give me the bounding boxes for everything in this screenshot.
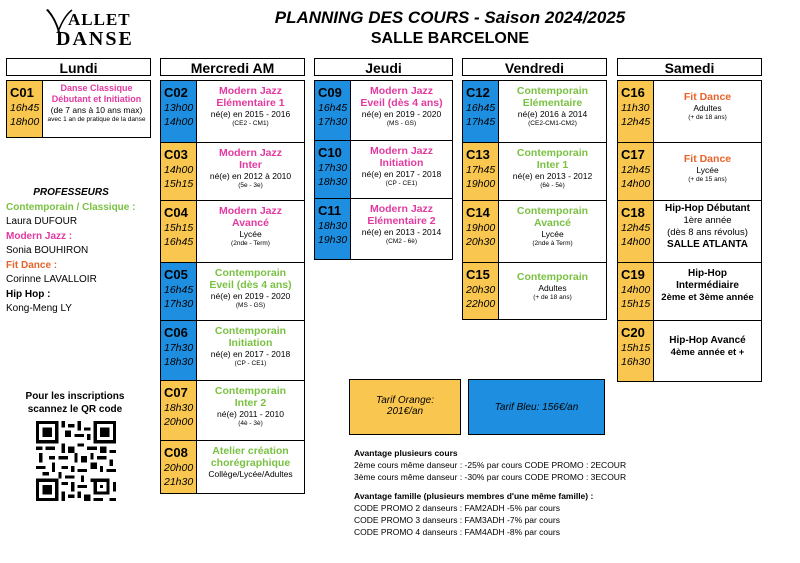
column-samedi — [617, 80, 762, 382]
course-C16[interactable]: C16 11h30 12h45 Fit Dance Adultes (+ de 18 ans) — [618, 81, 761, 143]
course-C04[interactable]: C04 15h15 16h45 Modern Jazz Avancé Lycée (2nde - Term) — [161, 201, 304, 263]
logo-line1: ALLET — [68, 10, 131, 29]
day-jeudi: Jeudi — [314, 58, 453, 76]
course-C08[interactable]: C08 20h00 21h30 Atelier création chorégraphique Collège/Lycée/Adultes — [161, 441, 304, 493]
course-C03[interactable]: C03 14h00 15h15 Modern Jazz Inter né(e) en 2012 à 2010 (5e - 3e) — [161, 143, 304, 201]
course-C14[interactable]: C14 19h00 20h30 Contemporain Avancé Lycée (2nde à Term) — [463, 201, 606, 263]
course-C01[interactable]: C01 16h45 18h00 Danse Classique Débutant et Initiation (de 7 ans à 10 ans max) avec 1 an de pratique de la danse — [7, 81, 150, 137]
column-jeudi — [314, 80, 453, 260]
course-C09[interactable]: C09 16h45 17h30 Modern Jazz Eveil (dès 4 ans) né(e) en 2019 - 2020 (MS - GS) — [315, 81, 452, 141]
qr-code-icon[interactable] — [36, 421, 116, 501]
page-subtitle: SALLE BARCELONE — [370, 30, 530, 47]
page-title: PLANNING DES COURS - Saison 2024/2025 — [274, 8, 626, 27]
course-C18[interactable]: C18 12h45 14h00 Hip-Hop Débutant 1ère année (dès 8 ans révolus) SALLE ATLANTA — [618, 201, 761, 263]
avantages-panel: Avantage plusieurs cours 2ème cours même danseur : -25% par cours CODE PROMO : 2ECOUR 3ème cours même danseur : -30% par cours CODE PROMO : 3ECOUR Avantage famille (plusieurs membres d'une même famille) : CODE PROMO 2 danseurs : FAM2ADH -5% par cours CODE PROMO 3 danseurs : FAM3ADH -7% par cours CODE PROMO 4 danseurs : FAM4ADH -8% par cours — [354, 448, 627, 538]
day-vendredi: Vendredi — [462, 58, 607, 76]
professeurs-title: PROFESSEURS — [33, 187, 109, 198]
course-C06[interactable]: C06 17h30 18h30 Contemporain Initiation né(e) en 2017 - 2018 (CP - CE1) — [161, 321, 304, 381]
tarif-orange-box: Tarif Orange: 201€/an — [349, 379, 461, 435]
course-C20[interactable]: C20 15h15 16h30 Hip-Hop Avancé 4ème année et + — [618, 321, 761, 381]
professeurs-panel: PROFESSEURS Contemporain / Classique : Laura DUFOUR Modern Jazz : Sonia BOUHIRON Fit Dance : Corinne LAVALLOIR Hip Hop : Kong-Meng LY — [6, 187, 136, 314]
column-lundi — [6, 80, 151, 138]
course-C11[interactable]: C11 18h30 19h30 Modern Jazz Elémentaire 2 né(e) en 2013 - 2014 (CM2 - 6è) — [315, 199, 452, 259]
course-C19[interactable]: C19 14h00 15h15 Hip-Hop Intermédiaire 2ème et 3ème année — [618, 263, 761, 321]
day-lundi: Lundi — [6, 58, 151, 76]
inscriptions-text: Pour les inscriptions scannez le QR code — [25, 391, 125, 415]
course-C02[interactable]: C02 13h00 14h00 Modern Jazz Elémentaire 1 né(e) en 2015 - 2016 (CE2 - CM1) — [161, 81, 304, 143]
course-C07[interactable]: C07 18h30 20h00 Contemporain Inter 2 né(e) 2011 - 2010 (4è - 3è) — [161, 381, 304, 441]
column-mercredi — [160, 80, 305, 494]
course-code-box: C01 16h45 18h00 — [7, 81, 43, 137]
course-name: Danse Classique Débutant et Initiation — [51, 83, 142, 104]
course-C15[interactable]: C15 20h30 22h00 Contemporain Adultes (+ de 18 ans) — [463, 263, 606, 319]
course-C10[interactable]: C10 17h30 18h30 Modern Jazz Initiation né(e) en 2017 - 2018 (CP - CE1) — [315, 141, 452, 199]
tarif-bleu-box: Tarif Bleu: 156€/an — [468, 379, 605, 435]
course-C13[interactable]: C13 17h45 19h00 Contemporain Inter 1 né(e) en 2013 - 2012 (6è - 5è) — [463, 143, 606, 201]
day-samedi: Samedi — [617, 58, 762, 76]
course-C17[interactable]: C17 12h45 14h00 Fit Dance Lycée (+ de 15 ans) — [618, 143, 761, 201]
course-C05[interactable]: C05 16h45 17h30 Contemporain Eveil (dès 4 ans) né(e) en 2019 - 2020 (MS - GS) — [161, 263, 304, 321]
day-mercredi: Mercredi AM — [160, 58, 305, 76]
course-C12[interactable]: C12 16h45 17h45 Contemporain Elémentaire né(e) 2016 à 2014 (CE2-CM1-CM2) — [463, 81, 606, 143]
column-vendredi — [462, 80, 607, 320]
logo-line2: DANSE — [56, 28, 134, 50]
logo — [28, 8, 138, 52]
